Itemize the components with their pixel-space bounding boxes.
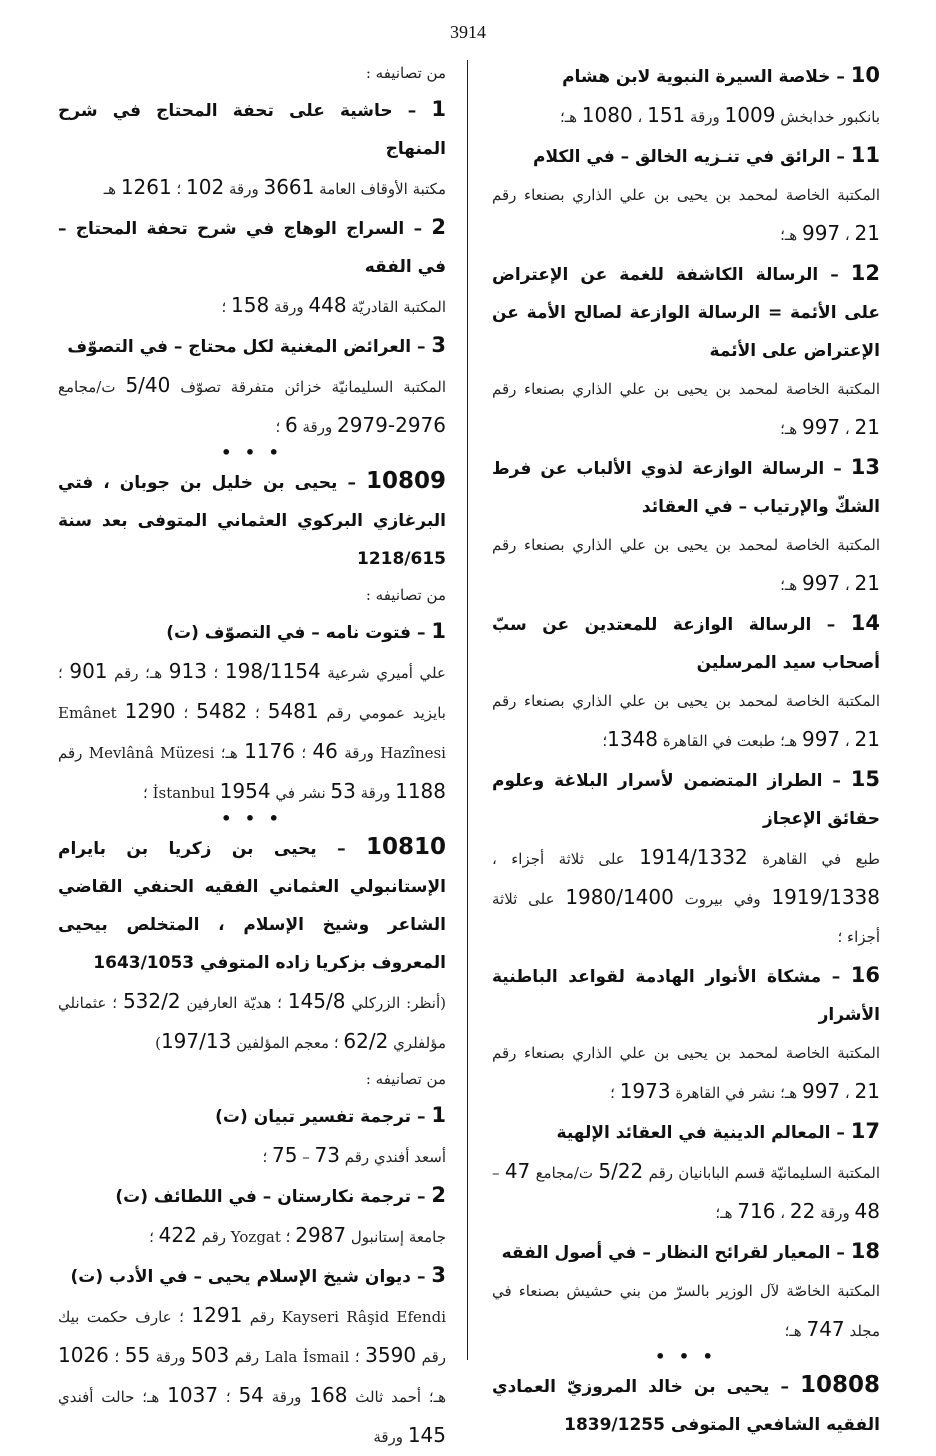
work-title-text: – المعالم الدينية في العقائد الإلهية — [556, 1123, 851, 1143]
work-number: 15 — [850, 767, 880, 791]
work-number: 2 — [431, 215, 446, 239]
manuscript-info: المكتبة السليمانيّة خزائن متفرقة تصوّف 5/40 ت/مجامع 2976-2979 ورقة 6 ؛ — [58, 373, 447, 437]
manuscript-info: المكتبة الخاصة لمحمد بن يحيى بن علي الذاري بصنعاء رقم 21 ، 997 هـ؛ — [492, 536, 880, 595]
work-title-text: – خلاصة السيرة النبوية لابن هشام — [562, 67, 851, 87]
work-title-text: – السراج الوهاج في شرح تحفة المحتاج – في الفقه — [58, 219, 446, 277]
work-title — [58, 1096, 446, 1136]
work-title-text: – الرسالة الوازعة للمعتدين عن سبّ أصحاب سيد المرسلين — [492, 615, 880, 673]
work-number: 3 — [431, 333, 446, 357]
work-title-text: – مشكاة الأنوار الهادمة لقواعد الباطنية الأشرار — [492, 967, 880, 1025]
manuscript-info: المكتبة الخاصة لمحمد بن يحيى بن علي الذاري بصنعاء رقم 21 ، 997 هـ؛ — [492, 380, 880, 439]
work-number: 13 — [850, 455, 880, 479]
manuscript-info: (أنظر: الزركلي 145/8 ؛ هديّة العارفين 532/2 ؛ عثمانلي مؤلفلري 62/2 ؛ معجم المؤلفين 197/13) — [58, 989, 446, 1053]
work-title — [58, 208, 446, 286]
work-title — [58, 90, 446, 168]
entry-number: 10808 — [799, 1372, 880, 1398]
manuscript-info: بانكبور خدابخش 1009 ورقة 151 ، 1080 هـ؛ — [559, 103, 880, 127]
author-entry-text: – يحيى بن خليل بن جوبان ، فتي البرغازي البركوي العثماني المتوفى بعد سنة 1218/615 — [58, 473, 446, 569]
manuscript-info: طبع في القاهرة 1914/1332 على ثلاثة أجزاء ، 1919/1338 وفي بيروت 1980/1400 على ثلاثة أجزاء ؛ — [492, 845, 880, 946]
section-separator: • • • — [221, 809, 283, 828]
work-title — [58, 326, 446, 366]
entry-number: 10809 — [365, 468, 446, 494]
work-title — [58, 612, 446, 652]
work-number: 16 — [850, 963, 880, 987]
work-number: 3 — [431, 1263, 446, 1287]
work-number: 1 — [431, 619, 446, 643]
manuscript-info: Kayseri Râşid Efendi رقم 1291 ؛ عارف حكمت بيك رقم 3590 ؛ Lala İsmail رقم 503 ورقة 55 ؛ 1026 هـ؛ أحمد ثالث 168 ورقة 54 ؛ 1037 هـ؛ حالت أفندي 145 ورقة — [58, 1303, 446, 1447]
work-number: 1 — [431, 97, 446, 121]
work-title-text: – الرائق في تنـزيه الخالق – في الكلام — [533, 147, 851, 167]
page-number: 3914 — [450, 22, 486, 42]
work-number: 2 — [431, 1183, 446, 1207]
left-column — [58, 56, 447, 1447]
work-title-text: – فتوت نامه – في التصوّف (ت) — [166, 623, 432, 643]
manuscript-info: المكتبة القادريّة 448 ورقة 158 ؛ — [221, 293, 446, 317]
work-title-text: – الطراز المتضمن لأسرار البلاغة وعلوم حقائق الإعجاز — [492, 771, 880, 829]
work-number: 14 — [850, 611, 880, 635]
work-number: 12 — [850, 261, 880, 285]
section-separator: • • • — [655, 1347, 717, 1366]
work-title-text: – الرسالة الوازعة لذوي الألباب عن فرط الشكّ والإرتياب – في العقائد — [492, 459, 880, 517]
work-title — [492, 760, 880, 838]
author-entry-text: – يحيى بن خالد المروزيّ العمادي الفقيه الشافعي المتوفى 1839/1255 — [492, 1377, 880, 1435]
work-title-text: – ترجمة تفسير تبيان (ت) — [215, 1107, 432, 1127]
work-title — [58, 1176, 446, 1216]
manuscript-info: أسعد أفندي رقم 73 – 75 ؛ — [262, 1143, 446, 1167]
section-label: من تصانيفه : — [365, 64, 446, 82]
work-title-text: – العرائض المغنية لكل محتاج – في التصوّف — [67, 337, 432, 357]
work-number: 17 — [850, 1119, 880, 1143]
section-separator: • • • — [221, 443, 283, 462]
work-title — [492, 956, 880, 1034]
work-number: 1 — [431, 1103, 446, 1127]
work-number: 10 — [850, 63, 880, 87]
column-divider — [467, 60, 468, 1360]
author-entry — [492, 1366, 880, 1444]
manuscript-info: جامعة إستانبول 2987 ؛ Yozgat رقم 422 ؛ — [149, 1223, 446, 1247]
section-label: من تصانيفه : — [365, 586, 446, 604]
manuscript-info: المكتبة الخاصة لمحمد بن يحيى بن علي الذاري بصنعاء رقم 21 ، 997 هـ؛ طبعت في القاهرة 1348؛ — [492, 692, 880, 751]
work-title — [492, 1112, 880, 1152]
work-title-text: – الرسالة الكاشفة للغمة عن الإعتراض على الأئمة = الرسالة الوازعة لصالح الأمة عن الإعتراض على الأئمة — [492, 265, 880, 361]
section-label: من تصانيفه : — [365, 1070, 446, 1088]
work-title-text: – ديوان شيخ الإسلام يحيى – في الأدب (ت) — [70, 1267, 432, 1287]
right-column — [492, 56, 880, 1435]
work-title — [492, 254, 880, 370]
work-title — [492, 136, 880, 176]
manuscript-info: علي أميري شرعية 198/1154 ؛ 913 هـ؛ رقم 901 ؛ بايزيد عمومي رقم 5481 ؛ 5482 ؛ 1290 Emânet Hazînesi ورقة 46 ؛ 1176 هـ؛ Mevlânâ Müzesi رقم 1188 ورقة 53 نشر في İstanbul 1954 ؛ — [58, 659, 446, 803]
manuscript-info: المكتبة الخاصة لمحمد بن يحيى بن علي الذاري بصنعاء رقم 21 ، 997 هـ؛ نشر في القاهرة 1973 ؛ — [492, 1044, 880, 1103]
work-title — [492, 1232, 880, 1272]
manuscript-info: مكتبة الأوقاف العامة 3661 ورقة 102 ؛ 1261 هـ — [103, 175, 446, 199]
work-title — [492, 448, 880, 526]
author-entry — [58, 828, 446, 982]
entry-number: 10810 — [365, 834, 446, 860]
author-entry — [58, 462, 446, 578]
manuscript-info: المكتبة الخاصّة لآل الوزير بالسرّ من بني حشيش بصنعاء في مجلد 747 هـ؛ — [492, 1282, 880, 1341]
work-title-text: – المعيار لقرائح النظار – في أصول الفقه — [501, 1243, 851, 1263]
work-title — [58, 1256, 446, 1296]
work-title — [492, 604, 880, 682]
author-entry-text: – يحيى بن زكريا بن بايرام الإستانبولي العثماني الفقيه الحنفي القاضي الشاعر وشيخ الإسلام ، المتخلص بيحيى المعروف بزكريا زاده المتوفي 1643/1053 — [58, 839, 446, 973]
work-number: 11 — [850, 143, 880, 167]
work-number: 18 — [850, 1239, 880, 1263]
work-title — [492, 56, 880, 96]
manuscript-info: المكتبة السليمانيّة قسم البابانيان رقم 5/22 ت/مجامع 47 – 48 ورقة 22 ، 716 هـ؛ — [492, 1159, 880, 1223]
work-title-text: – ترجمة نكارستان – في اللطائف (ت) — [115, 1187, 432, 1207]
work-title-text: – حاشية على تحفة المحتاج في شرح المنهاج — [58, 101, 446, 159]
manuscript-info: المكتبة الخاصة لمحمد بن يحيى بن علي الذاري بصنعاء رقم 21 ، 997 هـ؛ — [492, 186, 880, 245]
